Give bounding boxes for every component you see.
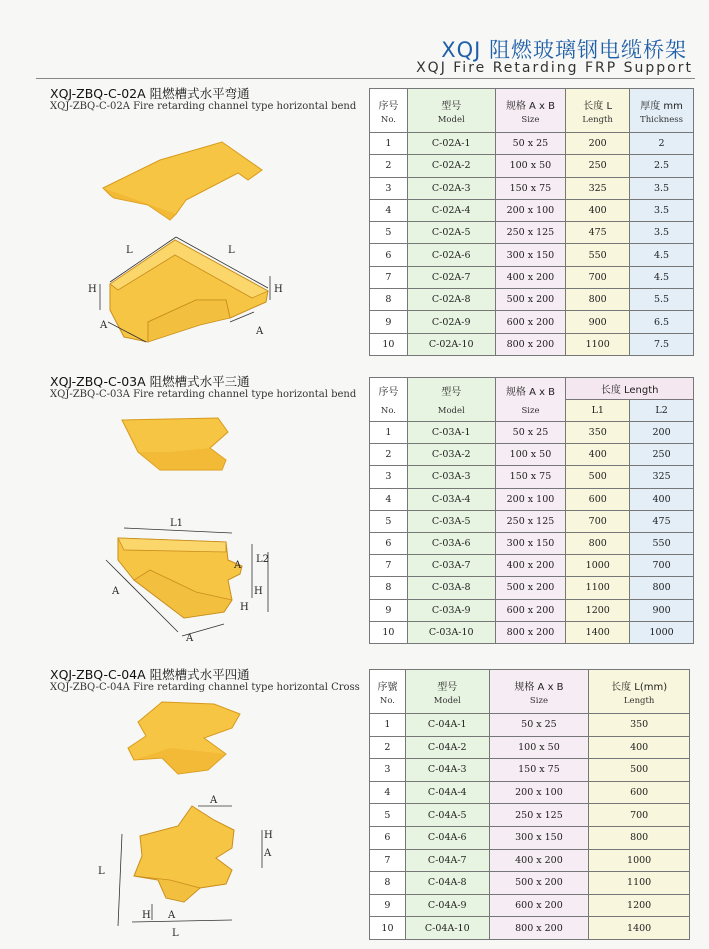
cell-model: C-04A-7 [405,849,489,872]
cell-no: 10 [370,621,408,643]
header-l1: L1 [566,400,630,422]
table-row [370,532,694,554]
cell-size: 800 x 200 [495,621,566,643]
cell-no: 6 [370,532,408,554]
cell-length: 475 [566,222,630,244]
dim-label-a-right: A [256,326,264,337]
section-title-02a: XQJ-ZBQ-C-02A 阻燃槽式水平弯通 [50,86,250,101]
cell-size: 400 x 200 [489,849,589,872]
cell-thickness: 800 [630,577,694,599]
table-row [370,289,694,311]
cell-model: C-04A-6 [405,826,489,849]
cell-model: C-03A-5 [407,510,495,532]
cell-thickness: 4.5 [630,244,694,266]
dim-label-l-left: L [98,866,105,877]
cell-length: 700 [566,266,630,288]
dim-label-h-left: H [88,284,97,295]
table-row [370,917,690,940]
cell-size: 500 x 200 [495,577,566,599]
cell-model: C-04A-5 [405,804,489,827]
cell-size: 150 x 75 [495,177,566,199]
header-size: 规格 A x B Size [489,670,589,714]
cell-size: 800 x 200 [495,333,566,355]
table-row [370,266,694,288]
table-row [370,199,694,221]
cell-model: C-04A-3 [405,759,489,782]
header-thickness: 厚度 mm Thickness [630,89,694,133]
cell-size: 50 x 25 [489,714,589,737]
table-header-row [370,89,694,133]
cell-no: 8 [370,289,408,311]
cell-size: 300 x 150 [495,532,566,554]
cell-model: C-03A-3 [407,466,495,488]
cell-no: 10 [370,917,406,940]
cell-thickness: 2.5 [630,155,694,177]
cell-length: 1200 [589,894,690,917]
cell-size: 300 x 150 [495,244,566,266]
cell-size: 250 x 125 [495,510,566,532]
cell-size: 600 x 200 [495,599,566,621]
section-title-03a: XQJ-ZBQ-C-03A 阻燃槽式水平三通 [50,374,250,389]
cell-thickness: 1000 [630,621,694,643]
cell-thickness: 900 [630,599,694,621]
cell-no: 5 [370,222,408,244]
cell-length: 600 [589,781,690,804]
header-length: 长度 L(mm) Length [589,670,690,714]
cell-model: C-04A-4 [405,781,489,804]
table-row [370,466,694,488]
table-row [370,872,690,895]
cell-thickness: 550 [630,532,694,554]
cell-model: C-02A-7 [407,266,495,288]
cell-model: C-04A-2 [405,736,489,759]
dim-label-h-bottom: H [142,910,151,921]
header-no: 序号 No. [370,89,408,133]
cell-model: C-03A-8 [407,577,495,599]
dim-label-l-right: L [228,245,235,256]
table-row [370,222,694,244]
cell-length: 500 [589,759,690,782]
dim-label-a-top: A [210,795,218,806]
cell-no: 5 [370,804,406,827]
header-size: 规格 A x B Size [495,378,566,422]
cell-size: 100 x 50 [489,736,589,759]
dim-label-a-bottom: A [186,633,194,644]
cell-thickness: 5.5 [630,289,694,311]
dim-label-l-bottom: L [172,928,179,939]
cell-length: 1100 [566,577,630,599]
table-row [370,599,694,621]
cell-size: 250 x 125 [489,804,589,827]
cell-no: 4 [370,781,406,804]
cell-size: 800 x 200 [489,917,589,940]
cell-model: C-03A-4 [407,488,495,510]
cell-model: C-03A-9 [407,599,495,621]
brand-title-cn: XQJ 阻燃玻璃钢电缆桥架 [441,38,687,62]
dim-label-a-left: A [100,320,108,331]
cell-no: 1 [370,422,408,444]
cell-size: 400 x 200 [495,266,566,288]
cell-thickness: 200 [630,422,694,444]
cell-length: 550 [566,244,630,266]
cell-length: 1100 [566,333,630,355]
cell-no: 5 [370,510,408,532]
dim-label-h-outer: H [254,586,263,597]
cell-thickness: 475 [630,510,694,532]
cell-size: 400 x 200 [495,555,566,577]
cell-model: C-02A-9 [407,311,495,333]
cell-length: 800 [566,289,630,311]
cell-model: C-02A-1 [407,133,495,155]
cell-no: 6 [370,244,408,266]
cell-length: 325 [566,177,630,199]
table-row [370,804,690,827]
cell-length: 800 [589,826,690,849]
cell-thickness: 3.5 [630,177,694,199]
cell-no: 2 [370,155,408,177]
header-length: 长度 Length [566,378,694,400]
cell-size: 250 x 125 [495,222,566,244]
table-row [370,577,694,599]
table-header-row [370,378,694,400]
cell-length: 1100 [589,872,690,895]
dim-label-a-side: A [234,560,242,571]
header-divider [36,78,695,79]
cell-length: 700 [589,804,690,827]
cell-thickness: 7.5 [630,333,694,355]
cell-length: 350 [589,714,690,737]
cell-model: C-03A-7 [407,555,495,577]
cell-size: 200 x 100 [495,199,566,221]
section-title-04a: XQJ-ZBQ-C-04A 阻燃槽式水平四通 [50,667,250,682]
cell-size: 600 x 200 [495,311,566,333]
brand-title-en: XQJ Fire Retarding FRP Support [416,60,693,76]
cell-length: 600 [566,488,630,510]
table-row [370,714,690,737]
dim-label-h-inner: H [240,602,249,613]
cell-thickness: 700 [630,555,694,577]
cell-model: C-02A-2 [407,155,495,177]
cell-size: 100 x 50 [495,155,566,177]
header-no: 序号 No. [370,378,408,422]
cell-size: 200 x 100 [489,781,589,804]
cell-thickness: 3.5 [630,199,694,221]
cell-model: C-02A-3 [407,177,495,199]
header-model: 型号 Model [407,89,495,133]
cell-no: 8 [370,577,408,599]
cell-no: 2 [370,736,406,759]
cell-model: C-02A-10 [407,333,495,355]
spec-table-02a [369,88,694,356]
table-row [370,155,694,177]
cell-size: 150 x 75 [489,759,589,782]
cell-no: 3 [370,466,408,488]
table-row [370,510,694,532]
table-row [370,333,694,355]
cell-length: 700 [566,510,630,532]
table-row [370,621,694,643]
dim-label-a-left: A [112,586,120,597]
table-row [370,444,694,466]
dim-label-l1: L1 [170,518,184,529]
cell-thickness: 250 [630,444,694,466]
dim-label-l2: L2 [256,554,270,565]
table-row [370,894,690,917]
table-row [370,133,694,155]
cell-model: C-02A-4 [407,199,495,221]
cell-thickness: 4.5 [630,266,694,288]
cell-length: 1000 [566,555,630,577]
cell-model: C-03A-1 [407,422,495,444]
cell-model: C-02A-6 [407,244,495,266]
spec-table-04a [369,669,690,940]
cell-model: C-02A-5 [407,222,495,244]
cell-thickness: 325 [630,466,694,488]
dim-label-a-right: A [264,848,272,859]
cell-length: 1400 [589,917,690,940]
cell-no: 10 [370,333,408,355]
cell-size: 150 x 75 [495,466,566,488]
cell-size: 600 x 200 [489,894,589,917]
cell-model: C-03A-2 [407,444,495,466]
cell-size: 500 x 200 [495,289,566,311]
cell-length: 800 [566,532,630,554]
dim-label-h-right: H [264,830,273,841]
spec-table-03a [369,377,694,644]
table-row [370,826,690,849]
cell-size: 300 x 150 [489,826,589,849]
cell-length: 500 [566,466,630,488]
cell-thickness: 3.5 [630,222,694,244]
cell-model: C-03A-6 [407,532,495,554]
header-size: 规格 A x B Size [495,89,566,133]
cell-no: 7 [370,849,406,872]
cell-length: 350 [566,422,630,444]
cell-length: 1000 [589,849,690,872]
cell-length: 250 [566,155,630,177]
cell-thickness: 6.5 [630,311,694,333]
header-model: 型号 Model [407,378,495,422]
header-length: 长度 L Length [566,89,630,133]
table-row [370,736,690,759]
dim-label-l-left: L [126,245,133,256]
cell-thickness: 2 [630,133,694,155]
cell-length: 400 [566,199,630,221]
cell-no: 2 [370,444,408,466]
section-subtitle-04a: XQJ-ZBQ-C-04A Fire retarding channel type horizontal Cross [50,682,360,693]
cell-model: C-04A-8 [405,872,489,895]
dim-label-h-right: H [274,284,283,295]
cell-no: 7 [370,266,408,288]
header-model: 型号 Model [405,670,489,714]
cell-thickness: 400 [630,488,694,510]
table-row [370,759,690,782]
table-row [370,311,694,333]
cell-size: 50 x 25 [495,422,566,444]
cell-no: 7 [370,555,408,577]
table-row [370,555,694,577]
section-subtitle-02a: XQJ-ZBQ-C-02A Fire retarding channel type horizontal bend [50,101,357,112]
table-row [370,849,690,872]
cell-no: 6 [370,826,406,849]
cell-size: 100 x 50 [495,444,566,466]
cell-no: 1 [370,133,408,155]
cell-length: 900 [566,311,630,333]
table-header-row [370,670,690,714]
cell-no: 4 [370,488,408,510]
cell-model: C-04A-1 [405,714,489,737]
cell-size: 200 x 100 [495,488,566,510]
table-row [370,488,694,510]
cell-model: C-04A-9 [405,894,489,917]
header-l2: L2 [630,400,694,422]
table-row [370,422,694,444]
table-row [370,244,694,266]
section-subtitle-03a: XQJ-ZBQ-C-03A Fire retarding channel type horizontal bend [50,389,357,400]
cell-size: 500 x 200 [489,872,589,895]
cell-no: 9 [370,599,408,621]
cell-no: 3 [370,177,408,199]
table-row [370,177,694,199]
cell-length: 400 [566,444,630,466]
dim-label-a-bottom: A [168,910,176,921]
cell-length: 200 [566,133,630,155]
cell-no: 8 [370,872,406,895]
cell-model: C-03A-10 [407,621,495,643]
cell-size: 50 x 25 [495,133,566,155]
table-row [370,781,690,804]
cell-no: 4 [370,199,408,221]
cell-length: 400 [589,736,690,759]
cell-model: C-04A-10 [405,917,489,940]
cell-model: C-02A-8 [407,289,495,311]
cell-no: 9 [370,311,408,333]
cell-no: 9 [370,894,406,917]
cell-no: 3 [370,759,406,782]
cell-no: 1 [370,714,406,737]
cell-length: 1400 [566,621,630,643]
cell-length: 1200 [566,599,630,621]
header-no: 序號 No. [370,670,406,714]
